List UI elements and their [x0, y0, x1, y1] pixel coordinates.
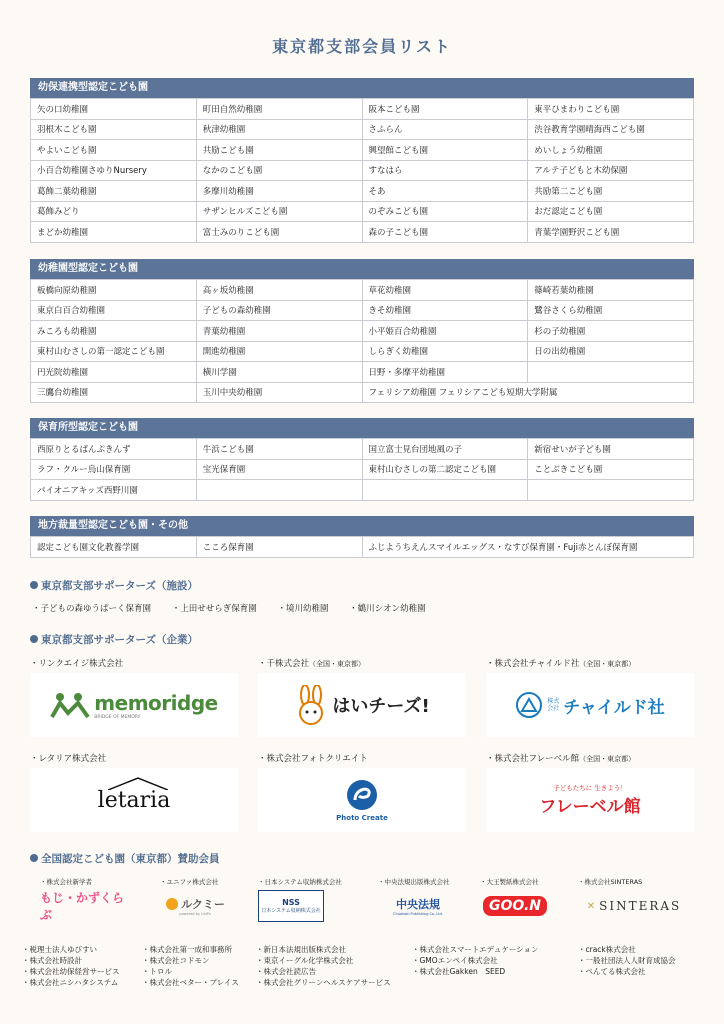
section-nursery — [30, 418, 694, 501]
bullet-dot-icon — [30, 854, 38, 862]
table-cell: パイオニアキッズ西野川園 — [31, 480, 197, 501]
table-cell: 青葉学園野沢こども園 — [528, 222, 694, 243]
table-cell: こころ保育園 — [196, 537, 362, 558]
national-members-heading: 全国認定こども園（東京都）賛助会員 — [30, 851, 220, 866]
member-table — [30, 438, 694, 501]
member-list-column — [256, 944, 391, 988]
list-item: ・株式会社第一成和事務所 — [142, 945, 232, 954]
table-cell: 子どもの森幼稚園 — [196, 300, 362, 321]
table-row — [31, 160, 694, 181]
child-sha-logo: 株式会社 チャイルド社 — [486, 673, 694, 737]
letaria-roof-icon — [108, 776, 168, 790]
table-cell: 多摩川幼稚園 — [196, 181, 362, 202]
section-heading: 幼稚園型認定こども園 — [30, 259, 694, 279]
haicheese-logo: はいチーズ! — [258, 673, 466, 737]
table-cell: すなはら — [362, 160, 528, 181]
table-cell: 東京白百合幼稚園 — [31, 300, 197, 321]
table-cell: 杉の子幼稚園 — [528, 321, 694, 342]
bullet-dot-icon — [30, 635, 38, 643]
table-cell: きそ幼稚園 — [362, 300, 528, 321]
list-item: ・株式会社スマートエデュケーション — [412, 945, 539, 954]
member-table — [30, 98, 694, 243]
table-cell: 葛飾みどり — [31, 201, 197, 222]
list-item: ・株式会社ベター・プレイス — [142, 978, 239, 987]
table-row — [31, 321, 694, 342]
table-row — [31, 201, 694, 222]
table-cell: 阪本こども園 — [362, 99, 528, 120]
member-name: ・中央法規出版株式会社 — [378, 878, 450, 886]
table-cell: サザンヒルズこども園 — [196, 201, 362, 222]
sponsor-name: ・株式会社フォトクリエイト — [258, 754, 368, 764]
table-cell: まどか幼稚園 — [31, 222, 197, 243]
table-cell: 小平姫百合幼稚園 — [362, 321, 528, 342]
table-cell: 東村山むさしの第二認定こども園 — [362, 459, 528, 480]
photocreate-logo: Photo Create — [258, 768, 466, 832]
table-row — [31, 362, 694, 383]
table-row — [31, 119, 694, 140]
table-row — [31, 222, 694, 243]
table-row — [31, 459, 694, 480]
table-cell: 玉川中央幼稚園 — [196, 382, 362, 403]
section-yoho — [30, 78, 694, 243]
member-list-column — [142, 944, 239, 988]
table-cell: 円光院幼稚園 — [31, 362, 197, 383]
list-item: ・税理士法人ゆびすい — [22, 945, 97, 954]
section-kindergarten — [30, 259, 694, 403]
memoridge-figures-icon — [50, 691, 90, 719]
photocreate-mark-icon — [345, 778, 379, 812]
table-row — [31, 341, 694, 362]
table-cell: 開進幼稚園 — [196, 341, 362, 362]
rabbit-icon — [294, 685, 328, 725]
list-item: ・株式会社ニシハタシステム — [22, 978, 119, 987]
list-item: ・GMOエンペイ株式会社 — [412, 956, 498, 965]
table-cell: 宝光保育園 — [196, 459, 362, 480]
list-item: ・株式会社Gakken SEED — [412, 967, 506, 976]
table-cell: 羽根木こども園 — [31, 119, 197, 140]
section-heading: 地方裁量型認定こども園・その他 — [30, 516, 694, 536]
table-cell: 共励こども園 — [196, 140, 362, 161]
table-cell: 新宿せいが子ども園 — [528, 439, 694, 460]
table-cell: 小百合幼稚園さゆりNursery — [31, 160, 197, 181]
table-cell: 富士みのりこども園 — [196, 222, 362, 243]
table-cell: 青葉幼稚園 — [196, 321, 362, 342]
member-list-column — [22, 944, 120, 988]
table-cell: やよいこども園 — [31, 140, 197, 161]
table-cell: 三鷹台幼稚園 — [31, 382, 197, 403]
table-cell — [528, 362, 694, 383]
member-name: ・株式会社SINTERAS — [578, 878, 643, 886]
table-cell: 日の出幼稚園 — [528, 341, 694, 362]
table-cell: 共励第二こども園 — [528, 181, 694, 202]
table-cell: 東平ひまわりこども園 — [528, 99, 694, 120]
table-cell: アルテ子どもと木幼保園 — [528, 160, 694, 181]
table-cell: おだ認定こども園 — [528, 201, 694, 222]
table-cell: 渋谷教育学園晴海西こども園 — [528, 119, 694, 140]
table-cell: 国立富士見台団地風の子 — [362, 439, 528, 460]
lookmee-circle-icon — [165, 897, 179, 911]
sponsor-name: ・レタリア株式会社 — [30, 754, 107, 764]
table-cell: 矢の口幼稚園 — [31, 99, 197, 120]
table-cell: 認定こども園文化教養学園 — [31, 537, 197, 558]
froebel-logo: 子どもたちに 生きよう！ フレーベル館 — [486, 768, 694, 832]
table-cell: 興望館こども園 — [362, 140, 528, 161]
letaria-logo: letaria — [30, 768, 238, 832]
nss-logo: NSS 日本システム収納株式会社 — [258, 890, 324, 922]
facility-supporters-heading: 東京都支部サポーターズ（施設） — [30, 578, 198, 593]
member-name: ・ユニファ株式会社 — [160, 878, 219, 886]
table-row — [31, 382, 694, 403]
table-cell: 西原りとるぱんぷきんず — [31, 439, 197, 460]
list-item: ・境川幼稚園 — [277, 604, 329, 614]
member-name: ・日本システム収納株式会社 — [258, 878, 342, 886]
goon-logo: GOO.N — [482, 890, 548, 922]
table-cell: 高ヶ坂幼稚園 — [196, 280, 362, 301]
member-name: ・株式会社新学者 — [40, 878, 92, 886]
lookmee-logo: ルクミー powered by UniFa — [160, 890, 230, 922]
table-row — [31, 99, 694, 120]
table-cell: のぞみこども園 — [362, 201, 528, 222]
mojikazu-logo: もじ・かずくらぶ — [40, 891, 125, 922]
sinteras-mark-icon: ✕ — [586, 900, 596, 912]
table-row — [31, 280, 694, 301]
list-item: ・crack株式会社 — [578, 945, 636, 954]
sponsor-name: ・株式会社チャイルド社（全国・東京都） — [486, 659, 636, 669]
list-item: ・鶴川シオン幼稚園 — [349, 604, 426, 614]
member-list-column — [412, 944, 539, 977]
sponsor-name: ・株式会社フレーベル館（全国・東京都） — [486, 754, 636, 764]
table-row — [31, 537, 694, 558]
list-item: ・株式会社時設計 — [22, 956, 82, 965]
table-row — [31, 140, 694, 161]
page-title: 東京都支部会員リスト — [272, 37, 452, 56]
table-cell: ふじようちえんスマイルエッグス・なすび保育園・Fuji赤とんぼ保育園 — [362, 537, 694, 558]
member-list-column — [578, 944, 676, 977]
chuohoki-logo: 中央法規 Chuohoki Publishing Co.,Ltd. — [393, 898, 443, 916]
table-cell: 日野・多摩平幼稚園 — [362, 362, 528, 383]
list-item: ・株式会社コドモン — [142, 956, 210, 965]
list-item: ・東京イーグル化学株式会社 — [256, 956, 354, 965]
member-table — [30, 536, 694, 558]
table-cell: めいしょう幼稚園 — [528, 140, 694, 161]
sinteras-logo: ✕ SINTERAS — [586, 899, 682, 913]
table-row — [31, 439, 694, 460]
table-cell: 秋津幼稚園 — [196, 119, 362, 140]
memoridge-logo: memoridge BRIDGE OF MEMORY — [30, 673, 238, 737]
table-cell: 草花幼稚園 — [362, 280, 528, 301]
table-cell — [528, 480, 694, 501]
section-heading: 幼保連携型認定こども園 — [30, 78, 694, 98]
table-cell: なかのこども園 — [196, 160, 362, 181]
table-cell: 葛飾二葉幼稚園 — [31, 181, 197, 202]
table-cell: 森の子こども園 — [362, 222, 528, 243]
section-heading: 保育所型認定こども園 — [30, 418, 694, 438]
table-cell: ことぶきこども園 — [528, 459, 694, 480]
list-item: ・株式会社幼保経営サービス — [22, 967, 120, 976]
table-cell — [196, 480, 362, 501]
table-row — [31, 480, 694, 501]
table-cell: 東村山むさしの第一認定こども園 — [31, 341, 197, 362]
table-cell: ラフ・クルー烏山保育園 — [31, 459, 197, 480]
table-cell — [362, 480, 528, 501]
list-item: ・トロル — [142, 967, 172, 976]
facility-supporters-list — [32, 602, 444, 614]
table-cell: 牛浜こども園 — [196, 439, 362, 460]
table-cell: みころも幼稚園 — [31, 321, 197, 342]
list-item: ・株式会社グリーンヘルスケアサービス — [256, 978, 391, 987]
table-cell: フェリシア幼稚園 フェリシアこども短期大学附属 — [362, 382, 694, 403]
table-row — [31, 181, 694, 202]
table-cell: 横川学園 — [196, 362, 362, 383]
list-item: ・子どもの森ゆうぱーく保育園 — [32, 604, 152, 614]
table-cell: 鷺谷さくら幼稚園 — [528, 300, 694, 321]
table-row — [31, 300, 694, 321]
sponsor-name: ・千株式会社（全国・東京都） — [258, 659, 366, 669]
table-cell: 板橋向原幼稚園 — [31, 280, 197, 301]
table-cell: しらぎく幼稚園 — [362, 341, 528, 362]
table-cell: そあ — [362, 181, 528, 202]
list-item: ・ぺんてる株式会社 — [578, 967, 646, 976]
table-cell: さふらん — [362, 119, 528, 140]
sponsor-name: ・リンクエイジ株式会社 — [30, 659, 124, 669]
bullet-dot-icon — [30, 581, 38, 589]
corporate-supporters-heading: 東京都支部サポーターズ（企業） — [30, 632, 198, 647]
table-cell: 町田自然幼稚園 — [196, 99, 362, 120]
member-table — [30, 279, 694, 403]
section-local — [30, 516, 694, 558]
list-item: ・上田せせらぎ保育園 — [171, 604, 257, 614]
list-item: ・一般社団法人人財育成協会 — [578, 956, 676, 965]
child-emblem-icon — [515, 691, 543, 719]
table-cell: 篠崎若葉幼稚園 — [528, 280, 694, 301]
list-item: ・株式会社読広告 — [256, 967, 316, 976]
member-name: ・大王製紙株式会社 — [480, 878, 539, 886]
list-item: ・新日本法規出版株式会社 — [256, 945, 346, 954]
